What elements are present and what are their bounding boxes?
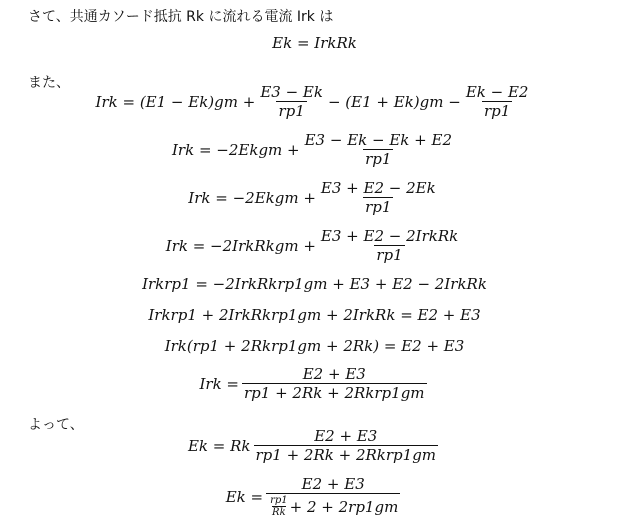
equation-irk-5	[0, 275, 629, 293]
eq2-fraction-2	[464, 84, 531, 119]
eq11-denominator-rest: + 2 + 2rp1gm	[289, 497, 399, 516]
eq4-numerator: E3 + E2 − 2Ek	[320, 179, 436, 197]
eq10-denominator: rp1 + 2Rk + 2Rkrp1gm	[255, 446, 437, 464]
eq2-middle: − (E1 + Ek)gm −	[327, 92, 461, 111]
eq9-prefix: Irk =	[199, 374, 239, 393]
equation-ek-text: Ek = IrkRk	[272, 34, 357, 52]
eq11-inner-denominator: Rk	[272, 507, 286, 518]
eq9-denominator: rp1 + 2Rk + 2Rkrp1gm	[244, 384, 425, 402]
equation-irk-3	[0, 180, 629, 215]
equation-irk-2	[0, 132, 629, 167]
eq11-numerator: E2 + E3	[301, 475, 365, 493]
eq2-f2-numerator: Ek − E2	[465, 83, 529, 101]
eq4-fraction	[319, 180, 438, 215]
eq7-text: Irkrp1 + 2IrkRkrp1gm + 2IrkRk = E2 + E3	[148, 306, 481, 324]
eq4-prefix: Irk = −2Ekgm +	[188, 188, 316, 207]
eq5-denominator: rp1	[376, 246, 403, 264]
eq11-prefix: Ek =	[225, 488, 264, 506]
eq9-fraction	[242, 366, 427, 401]
eq2-prefix: Irk = (E1 − Ek)gm +	[95, 92, 256, 111]
eq5-prefix: Irk = −2IrkRkgm +	[165, 236, 316, 255]
eq2-f2-denominator: rp1	[483, 102, 511, 120]
eq5-fraction	[319, 228, 460, 263]
equation-irk-8	[0, 366, 629, 401]
eq8-text: Irk(rp1 + 2Rkrp1gm + 2Rk) = E2 + E3	[164, 337, 465, 355]
eq11-inner-numerator: rp1	[270, 495, 288, 506]
equation-ek-2	[0, 428, 629, 463]
intro-text: さて、共通カソード抵抗 Rk に流れる電流 Irk は	[28, 9, 334, 25]
mata-text: また、	[28, 75, 70, 91]
eq3-prefix: Irk = −2Ekgm +	[172, 140, 300, 159]
equation-ek	[0, 34, 629, 52]
eq10-prefix: Ek = Rk	[187, 436, 251, 455]
eq10-numerator: E2 + E3	[314, 427, 378, 445]
equation-ek-3	[0, 476, 629, 518]
eq2-f1-numerator: E3 − Ek	[260, 83, 323, 101]
eq11-denominator	[266, 493, 400, 518]
eq3-denominator: rp1	[365, 150, 392, 168]
eq2-f1-denominator: rp1	[278, 102, 305, 120]
eq11-inner-fraction	[270, 495, 288, 518]
eq10-fraction	[254, 428, 439, 463]
eq5-numerator: E3 + E2 − 2IrkRk	[320, 227, 459, 245]
equation-irk-4	[0, 228, 629, 263]
yotte-text: よって、	[28, 417, 84, 433]
eq11-fraction	[266, 476, 400, 518]
equation-irk-7	[0, 337, 629, 355]
equation-irk-6	[0, 306, 629, 324]
eq4-denominator: rp1	[365, 198, 392, 216]
eq9-numerator: E2 + E3	[302, 365, 366, 383]
eq3-fraction	[303, 132, 454, 167]
eq2-fraction-1	[258, 84, 325, 119]
eq6-text: Irkrp1 = −2IrkRkrp1gm + E3 + E2 − 2IrkRk	[142, 275, 487, 293]
equation-irk-1	[0, 84, 629, 119]
eq3-numerator: E3 − Ek − Ek + E2	[304, 131, 452, 149]
